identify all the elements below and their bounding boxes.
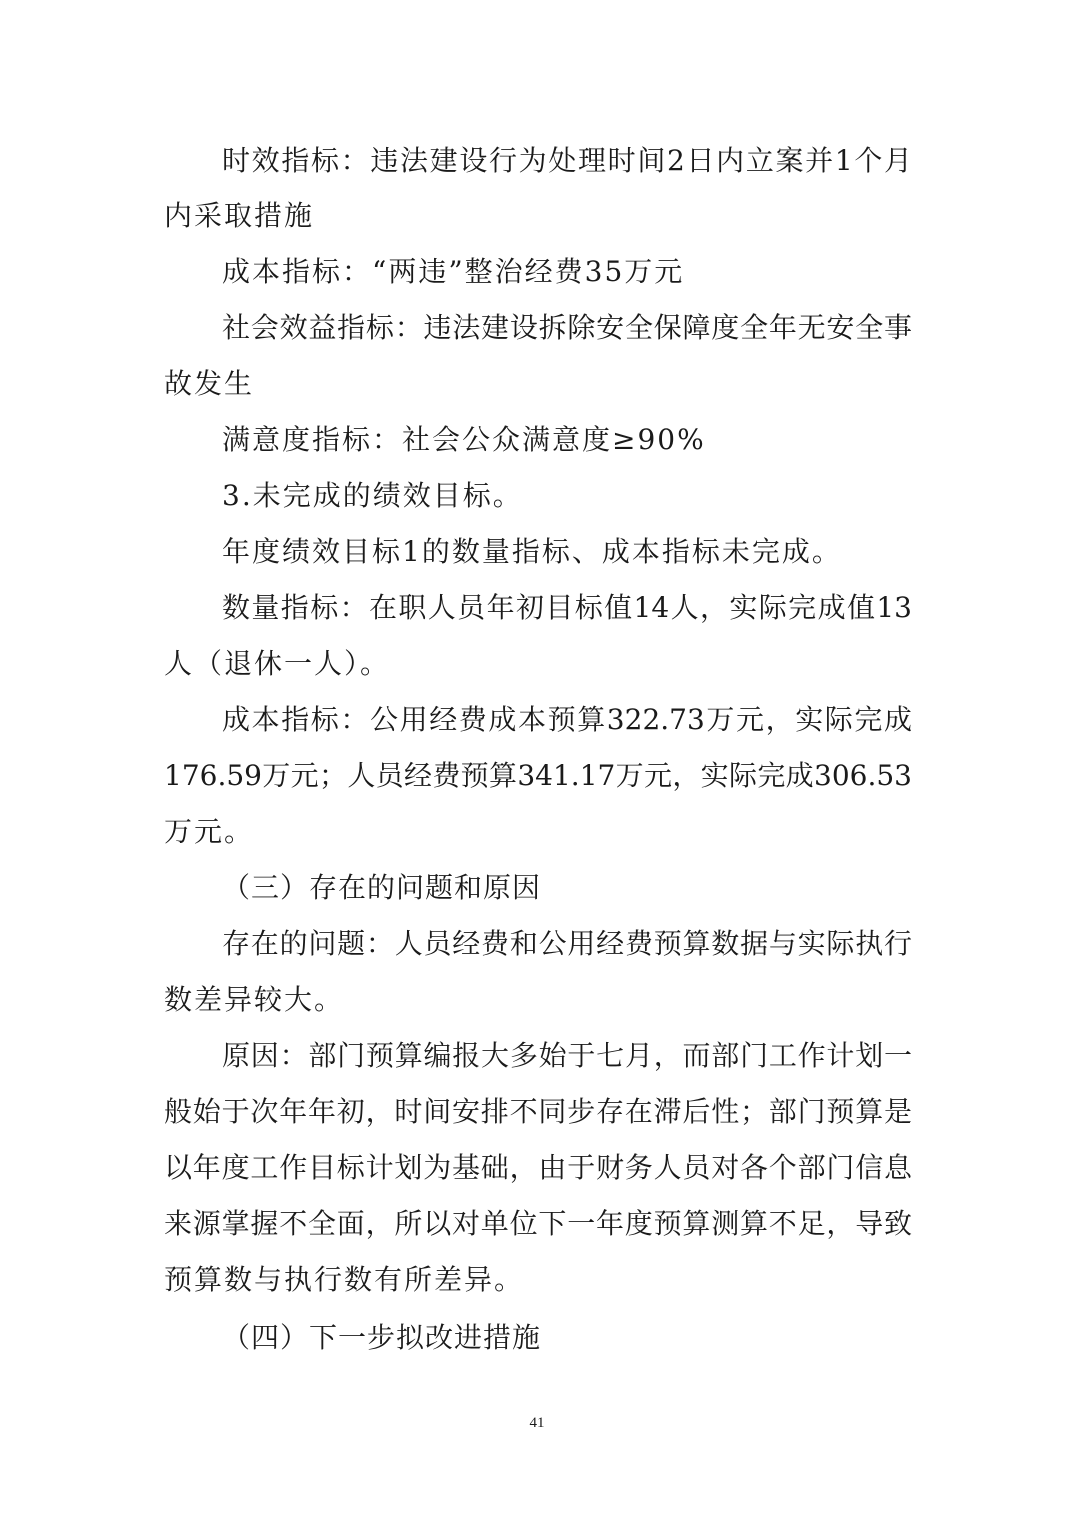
- paragraph-satisfaction: 满意度指标：社会公众满意度≥90%: [222, 423, 706, 456]
- paragraph-cost-detail-line-2: 176.59万元；人员经费预算341.17万元，实际完成306.53: [164, 759, 912, 792]
- paragraph-quantity-line-2: 人（退休一人）。: [164, 647, 391, 680]
- section-heading-problems: （三）存在的问题和原因: [222, 871, 542, 904]
- paragraph-cost-indicator: 成本指标：“两违”整治经费35万元: [222, 255, 685, 288]
- paragraph-problem-line-2: 数差异较大。: [164, 983, 345, 1016]
- paragraph-reason-line-4: 来源掌握不全面，所以对单位下一年度预算测算不足，导致: [164, 1207, 912, 1240]
- paragraph-reason-line-2: 般始于次年年初，时间安排不同步存在滞后性；部门预算是: [164, 1095, 912, 1128]
- paragraph-annual-goal: 年度绩效目标1的数量指标、成本指标未完成。: [222, 535, 842, 568]
- paragraph-timeliness-line-1: 时效指标：违法建设行为处理时间2日内立案并1个月: [222, 144, 912, 177]
- section-heading-next-steps: （四）下一步拟改进措施: [222, 1321, 542, 1354]
- page-number: 41: [529, 1415, 545, 1431]
- paragraph-timeliness-line-2: 内采取措施: [164, 199, 315, 232]
- paragraph-reason-line-1: 原因：部门预算编报大多始于七月，而部门工作计划一: [222, 1039, 912, 1072]
- paragraph-cost-detail-line-3: 万元。: [164, 815, 255, 848]
- paragraph-social-benefit-line-2: 故发生: [164, 367, 255, 400]
- paragraph-unfinished-goals: 3.未完成的绩效目标。: [222, 479, 523, 512]
- paragraph-problem-line-1: 存在的问题：人员经费和公用经费预算数据与实际执行: [222, 927, 912, 960]
- paragraph-reason-line-5: 预算数与执行数有所差异。: [164, 1263, 525, 1296]
- paragraph-social-benefit-line-1: 社会效益指标：违法建设拆除安全保障度全年无安全事: [222, 311, 912, 344]
- paragraph-reason-line-3: 以年度工作目标计划为基础，由于财务人员对各个部门信息: [164, 1151, 912, 1184]
- paragraph-quantity-line-1: 数量指标：在职人员年初目标值14人，实际完成值13: [222, 591, 912, 624]
- paragraph-cost-detail-line-1: 成本指标：公用经费成本预算322.73万元，实际完成: [222, 703, 912, 736]
